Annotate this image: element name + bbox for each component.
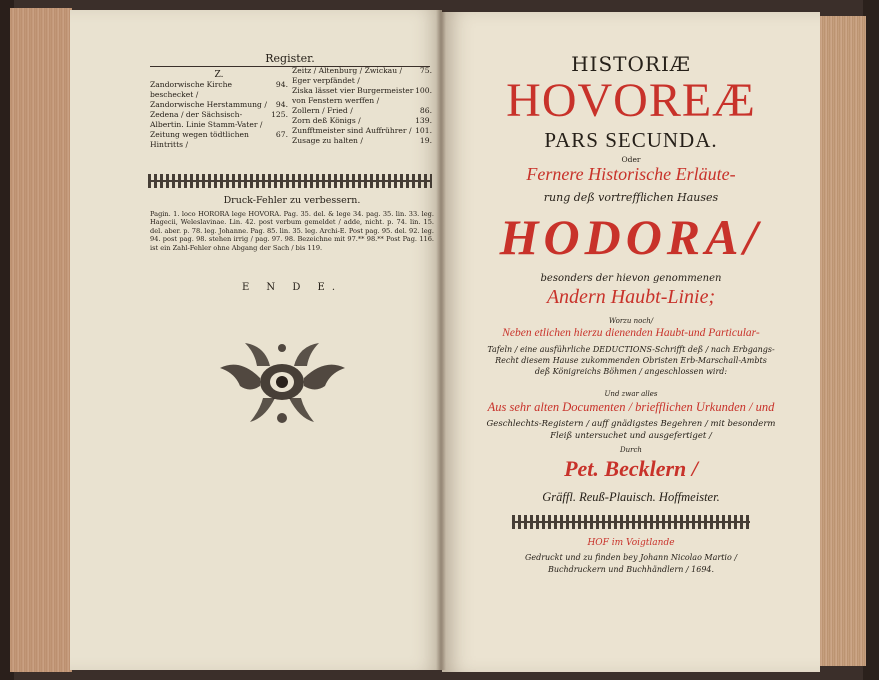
author-title: Gräffl. Reuß-Plauisch. Hoffmeister.	[542, 490, 720, 504]
page-edges-right	[818, 16, 866, 666]
imprint-printer	[452, 552, 810, 576]
register-entry	[150, 100, 288, 110]
entry-text: Zeitz / Altenburg / Zwickau / Eger verpfändet /	[292, 66, 403, 85]
register-column-1	[150, 70, 288, 150]
entry-text: Zusage zu halten /	[292, 136, 363, 145]
entry-text: Zandorwische Kirche beschecket /	[150, 80, 233, 99]
register-entry	[292, 86, 432, 106]
register-entry	[292, 116, 432, 126]
imprint-line: Buchdruckern und Buchhändlern / 1694.	[547, 565, 715, 574]
text-aus-documenten: Aus sehr alten Documenten / briefflichen Urkunden / und	[487, 400, 775, 414]
gesch-line: Fleiß untersuchet und ausgefertiget /	[550, 431, 712, 441]
body-text	[452, 344, 810, 377]
ende-text: E N D E.	[241, 282, 343, 293]
text-worzu: Worzu noch/	[608, 317, 654, 325]
register-entry	[292, 66, 432, 86]
text-rung: rung deß vortrefflichen Hauses	[543, 191, 719, 204]
page-edges-left	[10, 8, 72, 672]
text-oder: Oder	[621, 155, 641, 164]
z-heading: Z.	[214, 70, 224, 80]
title-pars-secunda: PARS SECUNDA.	[544, 128, 718, 152]
imprint-place: HOF im Voigtlande	[587, 538, 675, 548]
entry-page: 125.	[271, 110, 288, 119]
entry-text: Zedena / der Sächsisch-Albertin. Linie Stamm-Vater /	[150, 110, 263, 129]
entry-page: 139.	[415, 116, 432, 125]
text-neben: Neben etlichen hierzu dienenden Haubt-und Particular-	[502, 327, 760, 339]
title-hodora: HODORA/	[499, 209, 763, 265]
register-entry	[292, 106, 432, 116]
title-hovoreae: HOVOREÆ	[506, 74, 756, 127]
text-fernere: Fernere Historische Erläute-	[526, 164, 736, 184]
entry-page: 19.	[419, 136, 432, 145]
text-andern-haubt-linie: Andern Haubt-Linie;	[546, 286, 716, 308]
entry-text: Zandorwische Herstammung /	[150, 100, 267, 109]
entry-page: 101.	[415, 126, 432, 135]
errata-body: Pagin. 1. loco HORORA lege HOVORA. Pag. 35. del. & lege 34. pag. 35. lin. 33. leg. Hagecii, Weleslavinae. Lin. 42. post verbum gemeldet / adde, nicht. p. 74. lin. 15. del. aber. p. 78. leg. Johanne. Pag. 85. lin. 35. leg. Archi-E. Post pag. 95. del. 92. leg. 94. post pag. 98. stehen irrig / pag. 97. 98. Bezeichne mit 97.** 98.** Post Pag. 116. ist ein Zahl-Fehler ohne Abgang der Sach / bis 119.	[150, 210, 434, 252]
floral-ornament-icon	[215, 338, 350, 426]
register-entry	[150, 110, 288, 130]
entry-text: Zeitung wegen tödtlichen Hintritts /	[150, 130, 249, 149]
register-entry	[292, 126, 432, 136]
ornament-band	[148, 174, 432, 188]
register-entry	[150, 130, 288, 150]
register-entry	[292, 136, 432, 146]
entry-page: 100.	[415, 86, 432, 95]
entry-text: Zunfftmeister sind Auffrührer /	[292, 126, 412, 135]
register-title: Register.	[265, 52, 315, 65]
entry-text: Ziska lässet vier Burgermeister von Fenstern werffen /	[292, 86, 414, 105]
register-column-2	[292, 66, 432, 146]
ornament-band	[512, 515, 750, 529]
geschlechts-text	[452, 418, 810, 442]
body-line: Tafeln / eine ausführliche DEDUCTIONS-Schrifft deß / nach Erbgangs-	[487, 345, 775, 354]
gesch-line: Geschlechts-Registern / auff gnädigstes Begehren / mit besonderm	[486, 419, 776, 429]
text-und-zwar: Und zwar alles	[604, 390, 658, 398]
title-historiae: HISTORIÆ	[571, 52, 691, 76]
imprint-line: Gedruckt und zu finden bey Johann Nicolao Martio /	[524, 553, 738, 562]
author-name: Pet. Becklern /	[564, 456, 698, 481]
body-line: deß Königreichs Böhmen / angeschlossen wird:	[534, 367, 728, 376]
entry-page: 75.	[419, 66, 432, 75]
text-besonders: besonders der hievon genommenen	[540, 273, 722, 284]
text-durch: Durch	[620, 446, 642, 454]
entry-text: Zollern / Fried /	[292, 106, 353, 115]
entry-text: Zorn deß Königs /	[292, 116, 361, 125]
entry-page: 94.	[275, 100, 288, 109]
body-line: Recht diesem Hause zukommenden Obristen Erb-Marschall-Ambts	[495, 356, 767, 365]
entry-page: 94.	[275, 80, 288, 89]
entry-page: 86.	[419, 106, 432, 115]
register-entry	[150, 80, 288, 100]
errata-title: Druck-Fehler zu verbessern.	[223, 195, 361, 206]
entry-page: 67.	[275, 130, 288, 139]
